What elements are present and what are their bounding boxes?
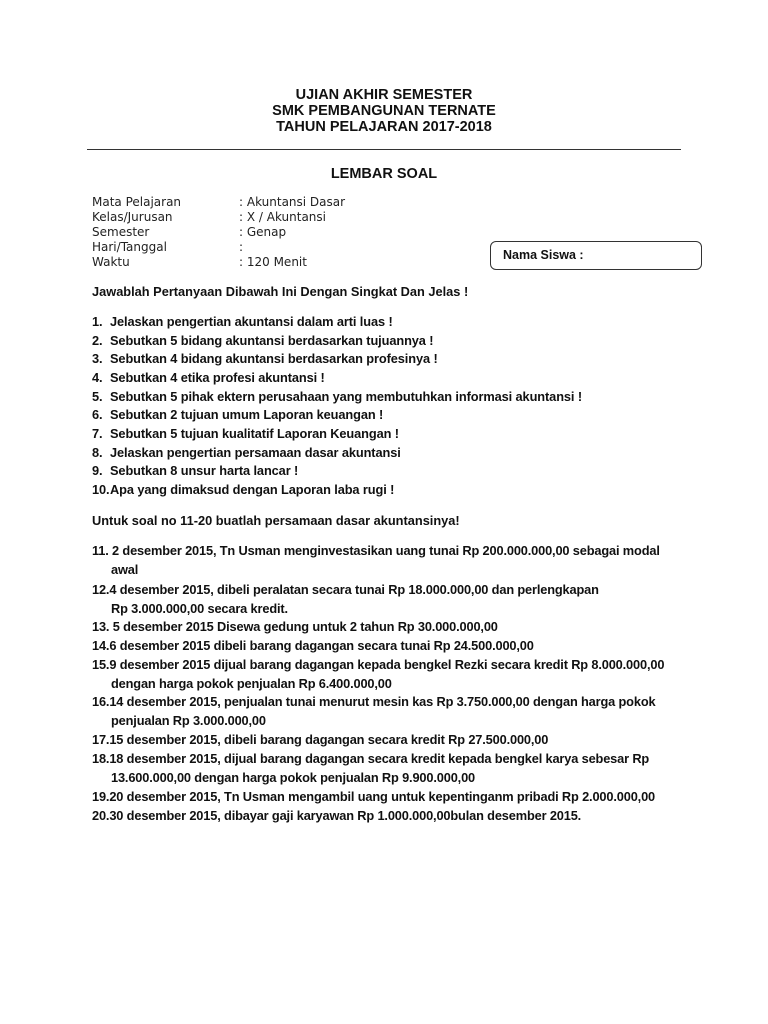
- question-9: 9. Sebutkan 8 unsur harta lancar !: [92, 463, 299, 478]
- question-1: 1. Jelaskan pengertian akuntansi dalam arti luas !: [92, 314, 393, 329]
- question-5: 5. Sebutkan 5 pihak ektern perusahaan yang membutuhkan informasi akuntansi !: [92, 389, 582, 404]
- question-11: 11. 2 desember 2015, Tn Usman menginvestasikan uang tunai Rp 200.000.000,00 sebagai modal awal: [92, 543, 660, 577]
- meta-value: :: [239, 240, 244, 254]
- meta-value: : 120 Menit: [239, 255, 307, 269]
- question-14: 14.6 desember 2015 dibeli barang dagangan secara tunai Rp 24.500.000,00: [92, 638, 534, 653]
- student-name-label: Nama Siswa :: [503, 248, 584, 262]
- question-4: 4. Sebutkan 4 etika profesi akuntansi !: [92, 370, 325, 385]
- question-7: 7. Sebutkan 5 tujuan kualitatif Laporan Keuangan !: [92, 426, 399, 441]
- student-name-box[interactable]: [490, 241, 702, 270]
- meta-value: : Akuntansi Dasar: [239, 195, 346, 209]
- instruction-part2: Untuk soal no 11-20 buatlah persamaan dasar akuntansinya!: [92, 513, 460, 528]
- question-8: 8. Jelaskan pengertian persamaan dasar akuntansi: [92, 445, 401, 460]
- question-2: 2. Sebutkan 5 bidang akuntansi berdasarkan tujuannya !: [92, 333, 434, 348]
- question-19: 19.20 desember 2015, Tn Usman mengambil uang untuk kepentinganm pribadi Rp 2.000.000,00: [92, 789, 656, 804]
- question-3: 3. Sebutkan 4 bidang akuntansi berdasarkan profesinya !: [92, 351, 438, 366]
- question-12: 12.4 desember 2015, dibeli peralatan secara tunai Rp 18.000.000,00 dan perlengkapan Rp 3.000.000,00 secara kredit.: [92, 582, 599, 616]
- question-15: 15.9 desember 2015 dijual barang dagangan kepada bengkel Rezki secara kredit Rp 8.000.000,00 dengan harga pokok penjualan Rp 6.400.000,00: [92, 657, 665, 691]
- question-10: 10.Apa yang dimaksud dengan Laporan laba rugi !: [92, 482, 395, 497]
- question-17: 17.15 desember 2015, dibeli barang dagangan secara kredit Rp 27.500.000,00: [92, 732, 549, 747]
- meta-value: : Genap: [239, 225, 287, 239]
- question-20: 20.30 desember 2015, dibayar gaji karyawan Rp 1.000.000,00bulan desember 2015.: [92, 808, 582, 823]
- meta-label: Mata Pelajaran: [92, 195, 182, 209]
- meta-label: Waktu: [92, 255, 130, 269]
- question-18: 18.18 desember 2015, dijual barang dagangan secara kredit kepada bengkel karya sebesar Rp 13.600.000,00 dengan harga pokok penjualan Rp 9.900.000,00: [92, 751, 650, 785]
- header-divider: [87, 149, 681, 150]
- question-13: 13. 5 desember 2015 Disewa gedung untuk 2 tahun Rp 30.000.000,00: [92, 619, 498, 634]
- question-16: 16.14 desember 2015, penjualan tunai menurut mesin kas Rp 3.750.000,00 dengan harga pokok penjualan Rp 3.000.000,00: [92, 694, 656, 728]
- exam-title: UJIAN AKHIR SEMESTER: [295, 87, 473, 103]
- instruction-part1: Jawablah Pertanyaan Dibawah Ini Dengan Singkat Dan Jelas !: [92, 284, 469, 299]
- meta-label: Kelas/Jurusan: [92, 210, 173, 224]
- meta-label: Semester: [92, 225, 150, 239]
- school-name: SMK PEMBANGUNAN TERNATE: [272, 103, 496, 119]
- meta-value: : X / Akuntansi: [239, 210, 326, 224]
- meta-label: Hari/Tanggal: [92, 240, 167, 254]
- sheet-title: LEMBAR SOAL: [330, 166, 438, 182]
- academic-year: TAHUN PELAJARAN 2017-2018: [276, 119, 492, 135]
- question-6: 6. Sebutkan 2 tujuan umum Laporan keuangan !: [92, 407, 384, 422]
